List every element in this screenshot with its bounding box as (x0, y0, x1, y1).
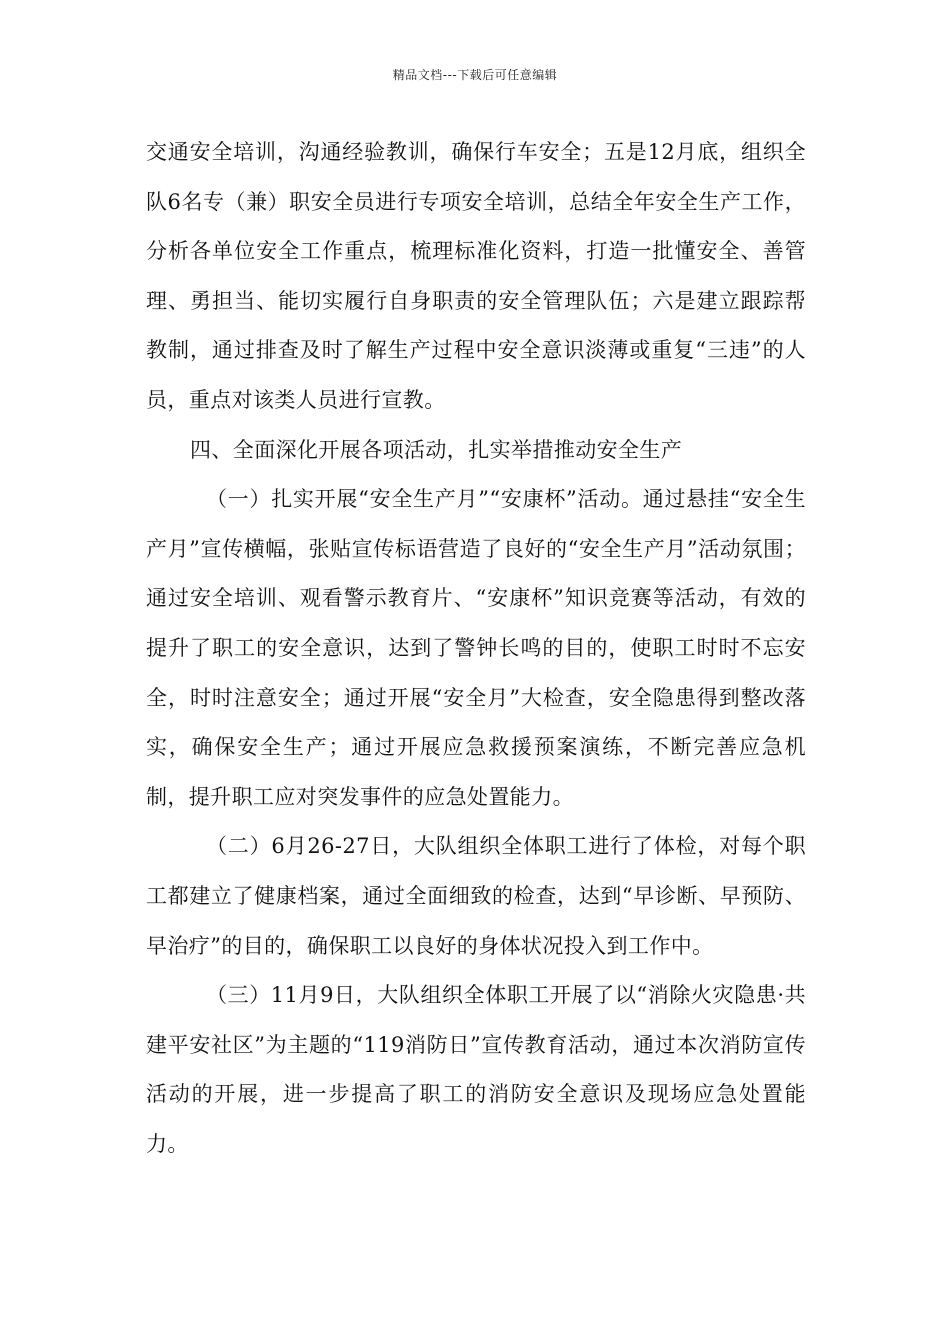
paragraph-health-check: （二）6月26-27日，大队组织全体职工进行了体检，对每个职工都建立了健康档案，通过全面细致的检查，达到“早诊断、早预防、早治疗”的目的，确保职工以良好的身体状况投入到工作中。 (146, 834, 806, 958)
paragraph-safety-month: （一）扎实开展“安全生产月”“安康杯”活动。通过悬挂“安全生产月”宣传横幅，张贴宣传标语营造了良好的“安全生产月”活动氛围；通过安全培训、观看警示教育片、“安康杯”知识竞赛等活动，有效的提升了职工的安全意识，达到了警钟长鸣的目的，使职工时时不忘安全，时时注意安全；通过开展“安全月”大检查，安全隐患得到整改落实，确保安全生产；通过开展应急救援预案演练，不断完善应急机制，提升职工应对突发事件的应急处置能力。 (146, 487, 806, 809)
paragraph-training-continued: 交通安全培训，沟通经验教训，确保行车安全；五是12月底，组织全队6名专（兼）职安全员进行专项安全培训，总结全年安全生产工作，分析各单位安全工作重点，梳理标准化资料，打造一批懂安全、善管理、勇担当、能切实履行自身职责的安全管理队伍；六是建立跟踪帮教制，通过排查及时了解生产过程中安全意识淡薄或重复“三违”的人员，重点对该类人员进行宣教。 (146, 140, 806, 412)
document-body (146, 128, 806, 1169)
paragraph-fire-day: （三）11月9日，大队组织全体职工开展了以“消除火灾隐患·共建平安社区”为主题的“119消防日”宣传教育活动，通过本次消防宣传活动的开展，进一步提高了职工的消防安全意识及现场应急处置能力。 (146, 983, 806, 1156)
page-header: 精品文档---下载后可任意编辑 (392, 68, 558, 82)
section-heading-four: 四、全面深化开展各项活动，扎实举措推动安全生产 (190, 437, 683, 462)
